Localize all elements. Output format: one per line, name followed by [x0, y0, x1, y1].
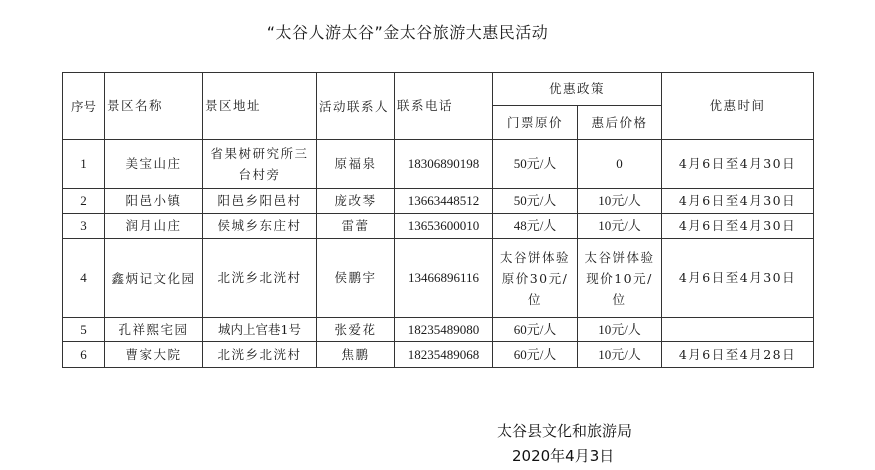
row-discount-price: 10元/人: [578, 318, 662, 342]
promotion-table: [62, 72, 814, 368]
row-name: 曹家大院: [105, 342, 203, 368]
row-seq: 6: [63, 342, 105, 368]
row-period: 4月6日至4月30日: [662, 140, 814, 189]
row-original-price: 48元/人: [493, 214, 578, 239]
row-seq: 5: [63, 318, 105, 342]
row-discount-price: 10元/人: [578, 342, 662, 368]
row-original-price: 50元/人: [493, 140, 578, 189]
row-discount-price: 太谷饼体验现价10元/位: [578, 239, 662, 318]
table-row: [63, 214, 814, 239]
row-seq: 2: [63, 189, 105, 214]
row-address: 城内上官巷1号: [203, 318, 317, 342]
row-name: 孔祥熙宅园: [105, 318, 203, 342]
row-contact: 原福泉: [317, 140, 395, 189]
row-contact: 雷蕾: [317, 214, 395, 239]
row-original-price: 50元/人: [493, 189, 578, 214]
row-contact: 张爱花: [317, 318, 395, 342]
row-discount-price: 0: [578, 140, 662, 189]
row-phone: 13466896116: [395, 239, 493, 318]
row-contact: 庞改琴: [317, 189, 395, 214]
row-original-price: 60元/人: [493, 342, 578, 368]
row-phone: 18235489068: [395, 342, 493, 368]
row-seq: 3: [63, 214, 105, 239]
row-address: 侯城乡东庄村: [203, 214, 317, 239]
table-row: [63, 239, 814, 318]
row-contact: 焦鹏: [317, 342, 395, 368]
header-contact: 活动联系人: [317, 73, 395, 140]
document-title: “太谷人游太谷”金太谷旅游大惠民活动: [266, 23, 549, 42]
header-policy: 优惠政策: [493, 73, 662, 106]
header-original-price: 门票原价: [493, 106, 578, 140]
row-phone: 18306890198: [395, 140, 493, 189]
row-period: 4月6日至4月30日: [662, 239, 814, 318]
table-row: [63, 318, 814, 342]
row-phone: 13663448512: [395, 189, 493, 214]
row-phone: 13653600010: [395, 214, 493, 239]
row-original-price: 60元/人: [493, 318, 578, 342]
issue-date: 2020年4月3日: [512, 447, 615, 465]
table-row: [63, 342, 814, 368]
row-discount-price: 10元/人: [578, 189, 662, 214]
table-row: [63, 189, 814, 214]
row-seq: 1: [63, 140, 105, 189]
row-address: 阳邑乡阳邑村: [203, 189, 317, 214]
row-address: 北洸乡北洸村: [203, 239, 317, 318]
header-discount-price: 惠后价格: [578, 106, 662, 140]
table-row: [63, 140, 814, 189]
header-phone: 联系电话: [395, 73, 493, 140]
row-original-price: 太谷饼体验原价30元/位: [493, 239, 578, 318]
header-seq: 序号: [63, 73, 105, 140]
header-period: 优惠时间: [662, 73, 814, 140]
row-period: [662, 318, 814, 342]
header-address: 景区地址: [203, 73, 317, 140]
header-name: 景区名称: [105, 73, 203, 140]
row-name: 鑫炳记文化园: [105, 239, 203, 318]
row-seq: 4: [63, 239, 105, 318]
row-phone: 18235489080: [395, 318, 493, 342]
row-address: 省果树研究所三台村旁: [203, 140, 317, 189]
row-discount-price: 10元/人: [578, 214, 662, 239]
issuing-organization: 太谷县文化和旅游局: [497, 422, 633, 440]
row-period: 4月6日至4月30日: [662, 189, 814, 214]
row-name: 阳邑小镇: [105, 189, 203, 214]
row-name: 润月山庄: [105, 214, 203, 239]
header-row: [63, 73, 814, 106]
row-period: 4月6日至4月30日: [662, 214, 814, 239]
row-contact: 侯鹏宇: [317, 239, 395, 318]
row-name: 美宝山庄: [105, 140, 203, 189]
row-period: 4月6日至4月28日: [662, 342, 814, 368]
row-address: 北洸乡北洸村: [203, 342, 317, 368]
